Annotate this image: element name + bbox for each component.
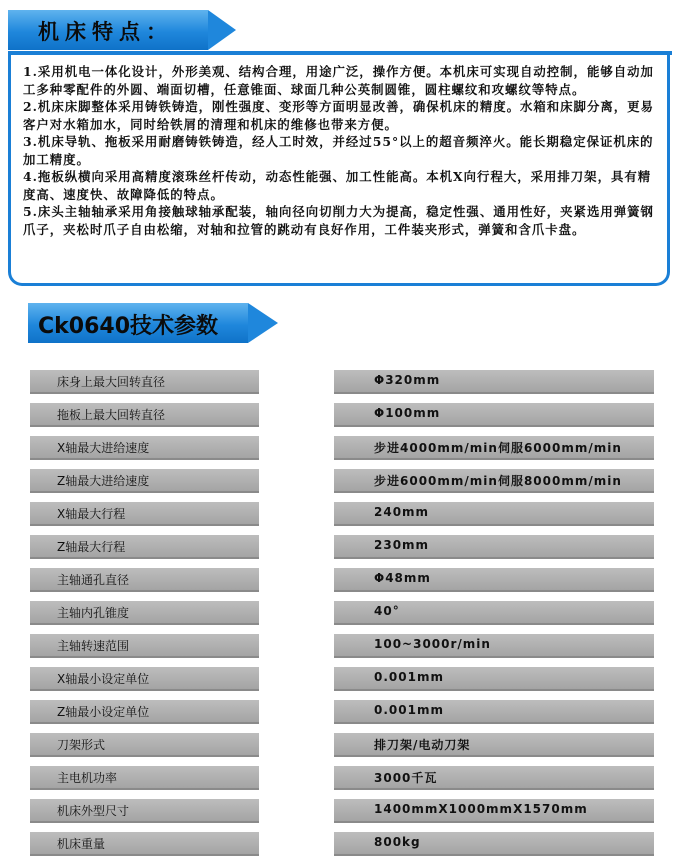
spec-label: 主电机功率 — [57, 771, 118, 785]
spec-value-cell — [334, 436, 654, 458]
spec-row — [0, 799, 680, 821]
spec-label-cell — [30, 469, 259, 491]
spec-row — [0, 370, 680, 392]
spec-value-cell — [334, 700, 654, 722]
spec-row — [0, 469, 680, 491]
feature-item-4: 4.拖板纵横向采用高精度滚珠丝杆传动，动态性能强、加工性能高。本机X向行程大，采用排刀架，具有精度高、速度快、故障降低的特点。 — [23, 169, 652, 202]
spec-value: 1400mmX1000mmX1570mm — [374, 802, 588, 816]
spec-value-cell — [334, 502, 654, 524]
spec-value: 0.001mm — [374, 703, 444, 717]
spec-label-cell — [30, 535, 259, 557]
spec-label: X轴最大行程 — [57, 507, 126, 521]
spec-value: 排刀架/电动刀架 — [374, 738, 471, 752]
feature-item-2: 2.机床床脚整体采用铸铁铸造，刚性强度、变形等方面明显改善，确保机床的精度。水箱和床脚分离，更易客户对水箱加水，同时给铁屑的清理和机床的维修也带来方便。 — [23, 99, 654, 132]
spec-value-cell — [334, 403, 654, 425]
spec-label-cell — [30, 436, 259, 458]
spec-value-cell — [334, 370, 654, 392]
spec-row — [0, 403, 680, 425]
spec-label-cell — [30, 403, 259, 425]
spec-label-cell — [30, 370, 259, 392]
spec-value: 240mm — [374, 505, 430, 519]
spec-label: Z轴最小设定单位 — [57, 705, 150, 719]
spec-row — [0, 700, 680, 722]
spec-label-cell — [30, 568, 259, 590]
spec-label: 刀架形式 — [57, 738, 106, 752]
spec-label-cell — [30, 667, 259, 689]
spec-row — [0, 436, 680, 458]
spec-value: Φ48mm — [374, 571, 431, 585]
spec-row — [0, 502, 680, 524]
spec-row — [0, 667, 680, 689]
spec-label: X轴最大进给速度 — [57, 441, 150, 455]
spec-value-cell — [334, 634, 654, 656]
spec-value: Φ100mm — [374, 406, 441, 420]
spec-row — [0, 535, 680, 557]
spec-value-cell — [334, 568, 654, 590]
spec-value-cell — [334, 469, 654, 491]
spec-value: Φ320mm — [374, 373, 441, 387]
spec-label: 主轴转速范围 — [57, 639, 130, 653]
spec-label: 拖板上最大回转直径 — [57, 408, 166, 422]
spec-value: 0.001mm — [374, 670, 444, 684]
features-title: 机床特点： — [38, 20, 173, 44]
spec-label-cell — [30, 733, 259, 755]
spec-row — [0, 568, 680, 590]
spec-value-cell — [334, 766, 654, 788]
spec-value-cell — [334, 733, 654, 755]
spec-row — [0, 766, 680, 788]
spec-value: 230mm — [374, 538, 430, 552]
spec-label: 主轴内孔锥度 — [57, 606, 130, 620]
spec-label: Z轴最大进给速度 — [57, 474, 150, 488]
spec-value-cell — [334, 535, 654, 557]
spec-label-cell — [30, 601, 259, 623]
spec-row — [0, 733, 680, 755]
spec-value-cell — [334, 799, 654, 821]
spec-value: 800kg — [374, 835, 421, 849]
spec-value-cell — [334, 667, 654, 689]
spec-label-cell — [30, 700, 259, 722]
spec-value: 步进4000mm/min伺服6000mm/min — [374, 441, 622, 455]
spec-value: 40° — [374, 604, 400, 618]
spec-row — [0, 832, 680, 854]
spec-row — [0, 601, 680, 623]
spec-label-cell — [30, 832, 259, 854]
spec-value: 3000千瓦 — [374, 771, 438, 785]
spec-label-cell — [30, 502, 259, 524]
spec-label: 机床重量 — [57, 837, 106, 851]
specs-title: Ck0640技术参数 — [38, 314, 219, 339]
spec-label: 床身上最大回转直径 — [57, 375, 166, 389]
spec-label: Z轴最大行程 — [57, 540, 126, 554]
spec-label-cell — [30, 799, 259, 821]
feature-item-3: 3.机床导轨、拖板采用耐磨铸铁铸造，经人工时效，并经过55°以上的超音频淬火。能长期稳定保证机床的加工精度。 — [23, 134, 654, 167]
spec-label-cell — [30, 634, 259, 656]
feature-item-1: 1.采用机电一体化设计，外形美观、结构合理，用途广泛，操作方便。本机床可实现自动控制，能够自动加工多种零配件的外圆、端面切槽，任意锥面、球面几种公英制圆锥，圆柱螺纹和攻螺纹等特点。 — [23, 64, 654, 97]
spec-label: 主轴通孔直径 — [57, 573, 130, 587]
feature-item-5: 5.床头主轴轴承采用角接触球轴承配装，轴向径向切削力大为提高，稳定性强、通用性好，夹紧选用弹簧钢爪子，夹松时爪子自由松缩，对轴和拉管的跳动有良好作用，工件装夹形式，弹簧和含爪卡盘。 — [23, 204, 654, 237]
spec-value-cell — [334, 601, 654, 623]
spec-label: 机床外型尺寸 — [57, 804, 130, 818]
spec-value: 步进6000mm/min伺服8000mm/min — [374, 474, 622, 488]
spec-value: 100~3000r/min — [374, 637, 491, 651]
spec-value-cell — [334, 832, 654, 854]
spec-row — [0, 634, 680, 656]
spec-label: X轴最小设定单位 — [57, 672, 150, 686]
spec-label-cell — [30, 766, 259, 788]
